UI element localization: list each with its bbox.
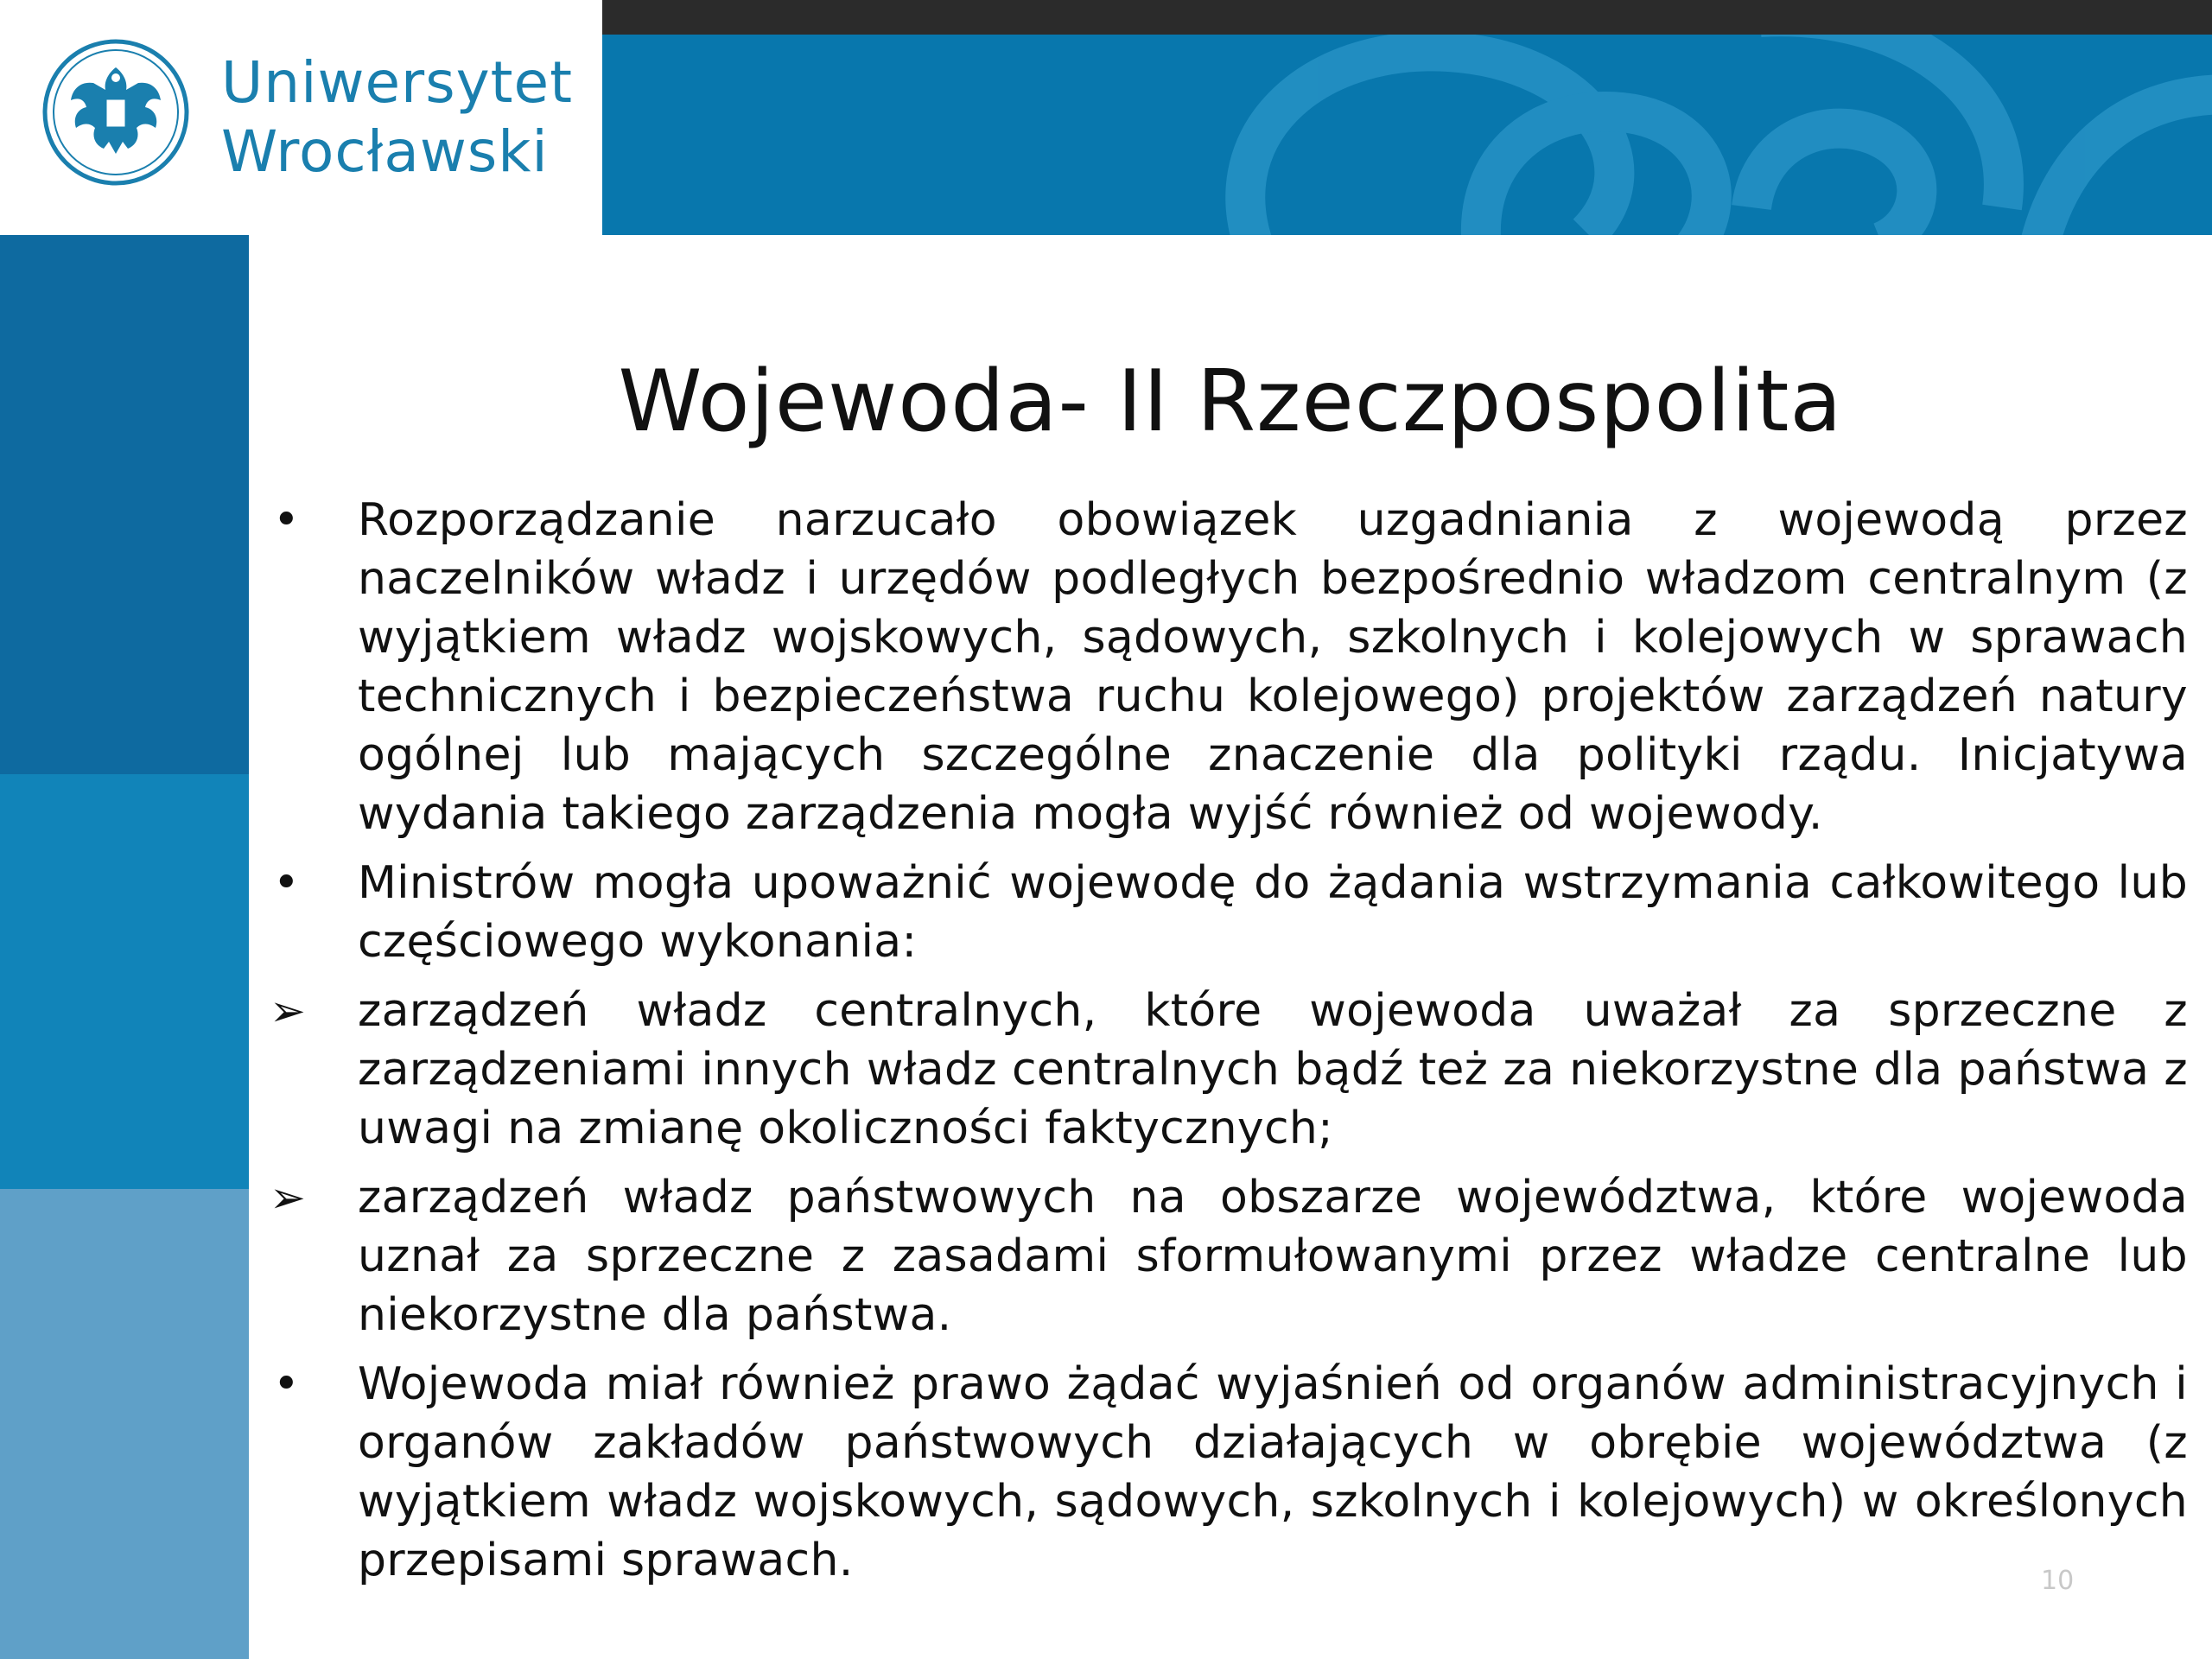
university-name-line1: Uniwersytet [221,49,573,116]
list-item-text: zarządzeń władz państwowych na obszarze województwa, które wojewoda uznał za sprzeczne z zasadami sformułowanymi przez władze centralne lub niekorzystne dla państwa. [358,1172,2188,1341]
list-item [259,491,2188,843]
slide-content [259,491,2188,1600]
left-stripe-mid [0,774,249,1189]
left-stripe-light [0,1189,249,1659]
list-item [259,1168,2188,1344]
list-item-text: Ministrów mogła upoważnić wojewodę do żądania wstrzymania całkowitego lub częściowego wykonania: [358,857,2188,968]
bullet-icon: • [273,857,300,909]
page-number: 10 [2041,1566,2075,1596]
list-item-text: Rozporządzanie narzucało obowiązek uzgadniania z wojewodą przez naczelników władz i urzędów podległych bezpośrednio władzom centralnym (z wyjątkiem władz wojskowych, sądowych, szkolnych i kolejowych w sprawach technicznych i bezpieczeństwa ruchu kolejowego) projektów zarządzeń natury ogólnej lub mających szczególne znaczenie dla polityki rządu. Inicjatywa wydania takiego zarządzenia mogła wyjść również od wojewody. [358,494,2188,840]
university-name-line2: Wrocławski [221,118,549,185]
bullet-icon: • [273,494,300,546]
header-swirl-decoration [602,35,2212,235]
arrow-bullet-icon: ➢ [270,1173,306,1223]
list-item [259,982,2188,1158]
left-stripe-dark [0,235,249,774]
list-item-text: zarządzeń władz centralnych, które wojewoda uważał za sprzeczne z zarządzeniami innych władz centralnych bądź też za niekorzystne dla państwa z uwagi na zmianę okoliczności faktycznych; [358,985,2188,1154]
slide-title: Wojewoda- II Rzeczpospolita [618,353,1843,451]
university-logo [0,0,602,235]
list-item-text: Wojewoda miał również prawo żądać wyjaśnień od organów administracyjnych i organów zakładów państwowych działających w obrębie województwa (z wyjątkiem władz wojskowych, sądowych, szkolnych i kolejowych) w określonych przepisami sprawach. [358,1358,2188,1586]
arrow-bullet-icon: ➢ [270,986,306,1036]
university-name [221,48,573,187]
bullet-icon: • [273,1358,300,1410]
header-banner [602,35,2212,235]
list-item [259,854,2188,971]
eagle-emblem-icon [41,38,190,187]
list-item [259,1355,2188,1590]
top-dark-bar [602,0,2212,35]
